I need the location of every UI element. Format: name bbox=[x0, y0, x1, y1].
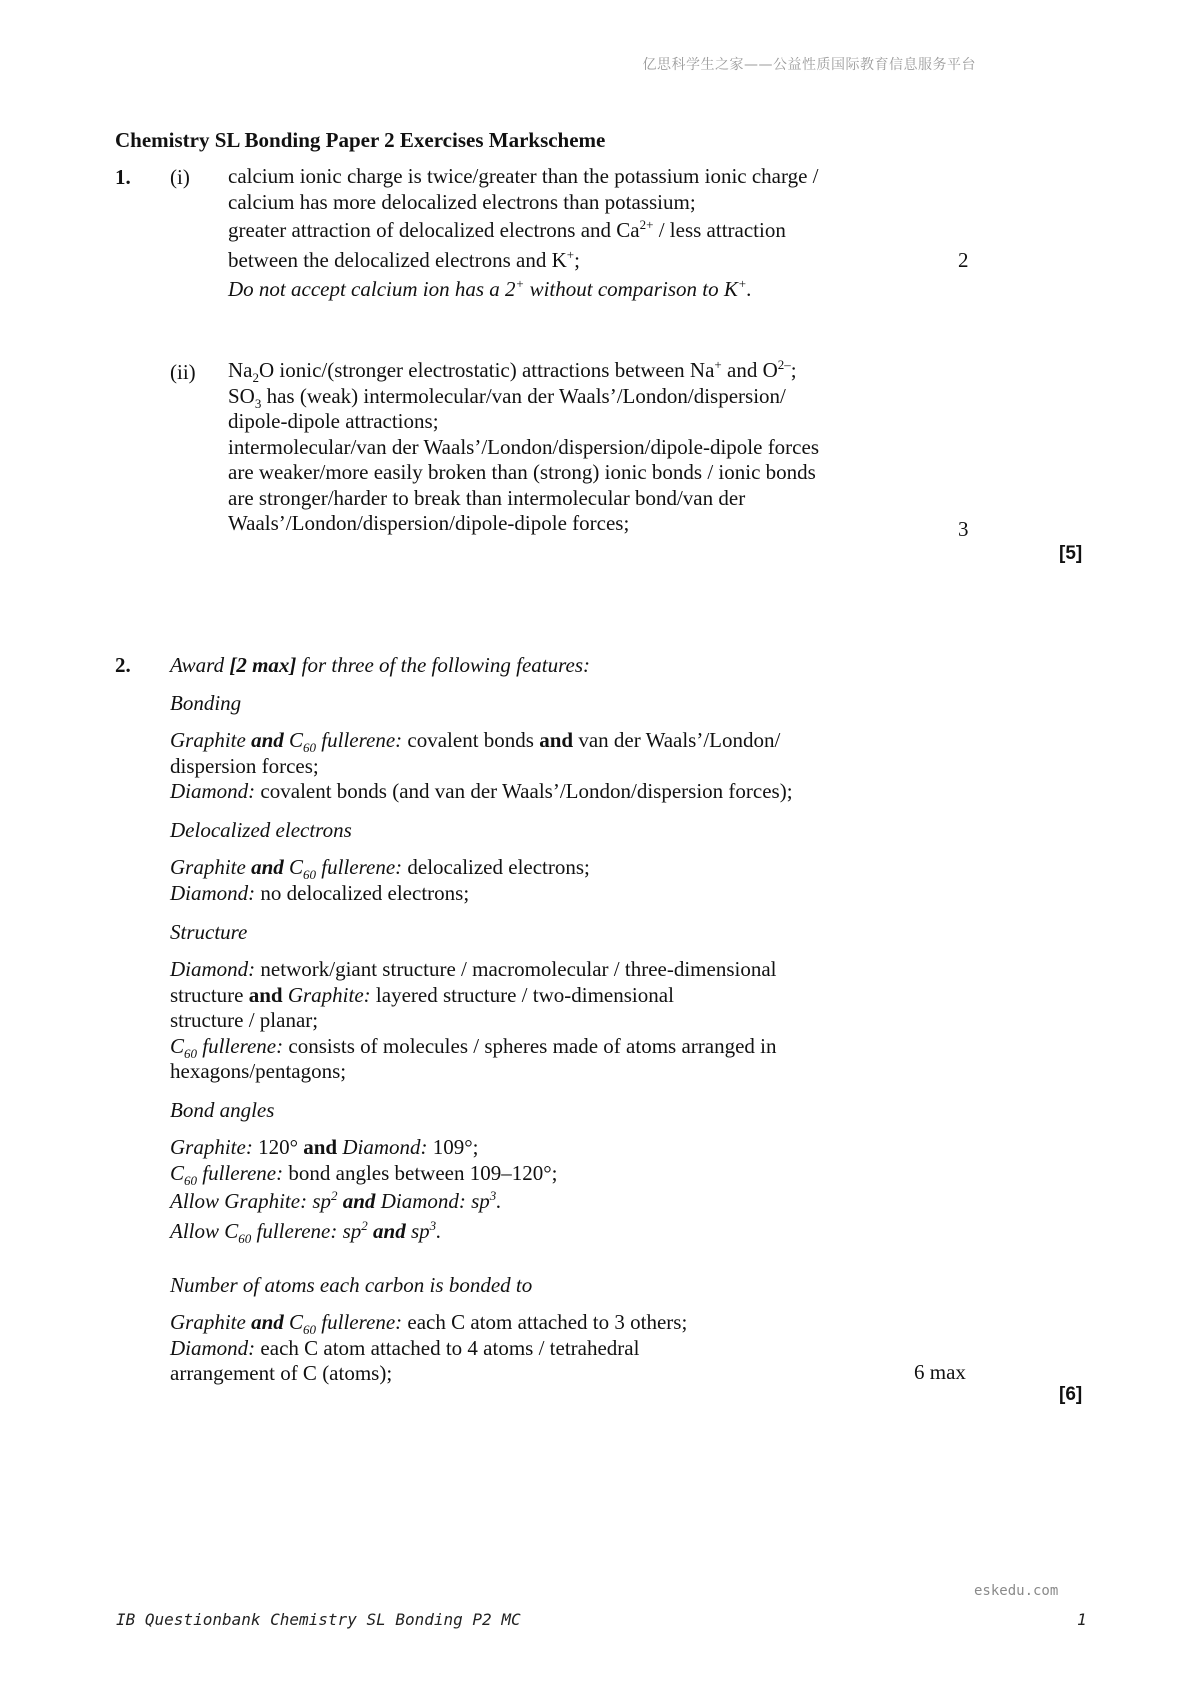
question-2-number: 2. bbox=[115, 653, 131, 677]
text-run: C bbox=[283, 855, 304, 879]
q1-ii-line-5: are weaker/more easily broken than (strong) ionic bonds / ionic bonds bbox=[228, 460, 816, 484]
superscript: + bbox=[566, 246, 575, 262]
text-run: / less attraction bbox=[653, 218, 786, 242]
text-run: Graphite bbox=[170, 1310, 252, 1334]
text-run: fullerene: bbox=[197, 1160, 284, 1185]
q2-structure-line-4 bbox=[170, 1034, 777, 1060]
text-run: 109°; bbox=[427, 1135, 479, 1159]
text-run: covalent bonds bbox=[402, 728, 540, 752]
text-run: C bbox=[170, 1033, 185, 1058]
q2-heading-structure: Structure bbox=[170, 920, 248, 944]
footer-source: eskedu.com bbox=[974, 1583, 1059, 1599]
text-run: . bbox=[746, 277, 752, 301]
q1-part-ii-label: (ii) bbox=[170, 360, 196, 384]
q1-i-marks: 2 bbox=[958, 248, 969, 272]
q2-delocalized-block bbox=[170, 855, 590, 906]
superscript: + bbox=[714, 357, 722, 372]
q1-part-i-label: (i) bbox=[170, 165, 190, 189]
q2-angles-line-2 bbox=[170, 1161, 557, 1187]
bold-run: and bbox=[337, 1189, 376, 1213]
text-run: van der Waals’/London/ bbox=[573, 728, 781, 752]
q2-atoms-block bbox=[170, 1310, 687, 1387]
text-run: C bbox=[283, 1310, 304, 1334]
q2-intro bbox=[170, 653, 590, 679]
q1-ii-line-3: dipole-dipole attractions; bbox=[228, 409, 439, 433]
text-run: ; bbox=[790, 358, 797, 382]
text-run: Diamond: bbox=[170, 779, 256, 803]
subscript: 3 bbox=[254, 395, 262, 411]
superscript: 2 bbox=[361, 1217, 368, 1233]
text-run: Diamond: bbox=[170, 1335, 256, 1360]
text-run: delocalized electrons; bbox=[402, 855, 590, 879]
text-run: Graphite bbox=[170, 728, 252, 752]
q2-heading-atoms-bonded: Number of atoms each carbon is bonded to bbox=[170, 1273, 533, 1297]
q2-total-marks: [6] bbox=[1059, 1384, 1083, 1405]
text-run: no delocalized electrons; bbox=[255, 880, 470, 905]
text-run: Graphite: bbox=[170, 1135, 253, 1159]
q1-i-note bbox=[228, 277, 819, 303]
footer-document-title: IB Questionbank Chemistry SL Bonding P2 MC bbox=[116, 1610, 521, 1629]
text-run: bond angles between 109–120°; bbox=[283, 1160, 558, 1185]
q1-ii-line-2 bbox=[228, 384, 819, 410]
q2-atoms-line-1 bbox=[170, 1310, 687, 1336]
text-run: each C atom attached to 4 atoms / tetrahedral bbox=[255, 1335, 640, 1360]
page-title: Chemistry SL Bonding Paper 2 Exercises Markscheme bbox=[115, 128, 606, 152]
q2-atoms-line-2 bbox=[170, 1336, 687, 1362]
q1-part-i-answer bbox=[228, 164, 819, 303]
text-run: structure bbox=[170, 982, 249, 1007]
text-run: for three of the following features: bbox=[296, 653, 590, 677]
text-run: . bbox=[496, 1189, 502, 1213]
q1-ii-line-4: intermolecular/van der Waals’/London/dispersion/dipole-dipole forces bbox=[228, 434, 819, 459]
subscript: 60 bbox=[303, 867, 317, 883]
text-run: 120° bbox=[252, 1135, 304, 1159]
q2-heading-delocalized: Delocalized electrons bbox=[170, 818, 352, 842]
q2-angles-line-3 bbox=[170, 1189, 557, 1215]
text-run: Diamond: bbox=[170, 880, 256, 905]
bold-run: and bbox=[251, 1310, 284, 1334]
q2-structure-line-2 bbox=[170, 983, 777, 1009]
q2-bonding-line-1 bbox=[170, 728, 793, 754]
q1-ii-marks: 3 bbox=[958, 517, 969, 541]
text-run: between the delocalized electrons and K bbox=[228, 247, 567, 272]
question-1-number: 1. bbox=[115, 165, 131, 189]
bold-run: [2 max] bbox=[229, 653, 297, 677]
text-run: has (weak) intermolecular/van der Waals’/London/dispersion/ bbox=[261, 383, 786, 408]
q2-structure-line-3: structure / planar; bbox=[170, 1008, 319, 1032]
q1-i-line-2: calcium has more delocalized electrons than potassium; bbox=[228, 189, 696, 214]
q2-marks: 6 max bbox=[914, 1360, 966, 1384]
q2-bonding-line-2: dispersion forces; bbox=[170, 753, 319, 778]
text-run: Allow Graphite: sp bbox=[170, 1189, 331, 1213]
text-run: fullerene: sp bbox=[251, 1218, 362, 1243]
superscript: + bbox=[515, 276, 525, 291]
q2-angles-line-4 bbox=[170, 1219, 557, 1245]
subscript: 60 bbox=[303, 740, 317, 756]
q2-structure-line-1 bbox=[170, 957, 777, 983]
text-run: O ionic/(stronger electrostatic) attractions between Na bbox=[259, 358, 715, 382]
text-run: Allow C bbox=[170, 1218, 239, 1243]
subscript: 60 bbox=[184, 1045, 198, 1061]
text-run: . bbox=[436, 1218, 442, 1243]
subscript: 60 bbox=[303, 1322, 317, 1338]
q2-angles-block bbox=[170, 1135, 557, 1244]
q1-ii-line-7: Waals’/London/dispersion/dipole-dipole forces; bbox=[228, 511, 630, 535]
q2-structure-line-5: hexagons/pentagons; bbox=[170, 1059, 347, 1083]
q1-ii-line-1 bbox=[228, 358, 819, 384]
text-run: and O bbox=[721, 358, 778, 382]
text-run: consists of molecules / spheres made of atoms arranged in bbox=[283, 1033, 777, 1058]
text-run: Na bbox=[228, 358, 253, 382]
superscript: 2+ bbox=[639, 217, 654, 232]
header-watermark: 亿思科学生之家——公益性质国际教育信息服务平台 bbox=[642, 57, 976, 73]
bold-run: and bbox=[251, 855, 284, 879]
text-run: sp bbox=[405, 1218, 430, 1243]
text-run: fullerene: bbox=[197, 1033, 284, 1058]
text-run: Graphite bbox=[170, 855, 252, 879]
text-run: without comparison to K bbox=[524, 277, 738, 301]
text-run: Diamond: bbox=[337, 1135, 428, 1159]
q2-heading-bond-angles: Bond angles bbox=[170, 1098, 275, 1122]
q2-delocalized-line-2 bbox=[170, 881, 590, 907]
q2-structure-block bbox=[170, 957, 777, 1085]
text-run: Graphite: bbox=[282, 982, 371, 1007]
q2-bonding-block bbox=[170, 728, 793, 805]
text-run: Diamond: bbox=[170, 957, 256, 981]
q2-atoms-line-3: arrangement of C (atoms); bbox=[170, 1361, 393, 1385]
bold-run: and bbox=[539, 728, 574, 752]
text-run: C bbox=[283, 728, 304, 752]
q1-i-line-1: calcium ionic charge is twice/greater than the potassium ionic charge / bbox=[228, 164, 819, 188]
text-run: fullerene: bbox=[316, 855, 403, 879]
subscript: 2 bbox=[252, 370, 259, 386]
q1-ii-line-6: are stronger/harder to break than intermolecular bond/van der bbox=[228, 485, 746, 510]
superscript: 2– bbox=[777, 357, 791, 372]
text-run: greater attraction of delocalized electrons and Ca bbox=[228, 218, 640, 242]
superscript: 3 bbox=[489, 1188, 497, 1203]
text-run: Do not accept calcium ion has a 2 bbox=[228, 277, 516, 301]
superscript: 2 bbox=[331, 1188, 338, 1203]
bold-run: and bbox=[367, 1218, 406, 1243]
text-run: SO bbox=[228, 383, 255, 408]
text-run: ; bbox=[574, 247, 580, 272]
text-run: fullerene: bbox=[316, 1310, 403, 1334]
text-run: each C atom attached to 3 others; bbox=[402, 1310, 688, 1334]
text-run: fullerene: bbox=[316, 728, 403, 752]
q1-i-line-3 bbox=[228, 218, 819, 244]
superscript: 3 bbox=[429, 1217, 437, 1233]
text-run: Award bbox=[170, 653, 230, 677]
bold-run: and bbox=[303, 1135, 338, 1159]
q2-heading-bonding: Bonding bbox=[170, 691, 242, 715]
footer-page-number: 1 bbox=[1077, 1610, 1087, 1629]
subscript: 60 bbox=[184, 1172, 198, 1188]
text-run: covalent bonds (and van der Waals’/London/dispersion forces); bbox=[255, 779, 793, 803]
q1-part-ii-answer bbox=[228, 358, 819, 537]
subscript: 60 bbox=[238, 1230, 252, 1246]
text-run: layered structure / two-dimensional bbox=[370, 982, 674, 1007]
q2-delocalized-line-1 bbox=[170, 855, 590, 881]
q2-angles-line-1 bbox=[170, 1135, 557, 1161]
text-run: Diamond: sp bbox=[375, 1189, 490, 1213]
text-run: network/giant structure / macromolecular / three-dimensional bbox=[255, 957, 777, 981]
q1-i-line-4 bbox=[228, 248, 819, 274]
superscript: + bbox=[737, 276, 747, 291]
bold-run: and bbox=[251, 728, 284, 752]
q2-bonding-line-3 bbox=[170, 779, 793, 805]
text-run: C bbox=[170, 1160, 185, 1185]
q1-total-marks: [5] bbox=[1059, 543, 1083, 564]
bold-run: and bbox=[248, 982, 283, 1007]
